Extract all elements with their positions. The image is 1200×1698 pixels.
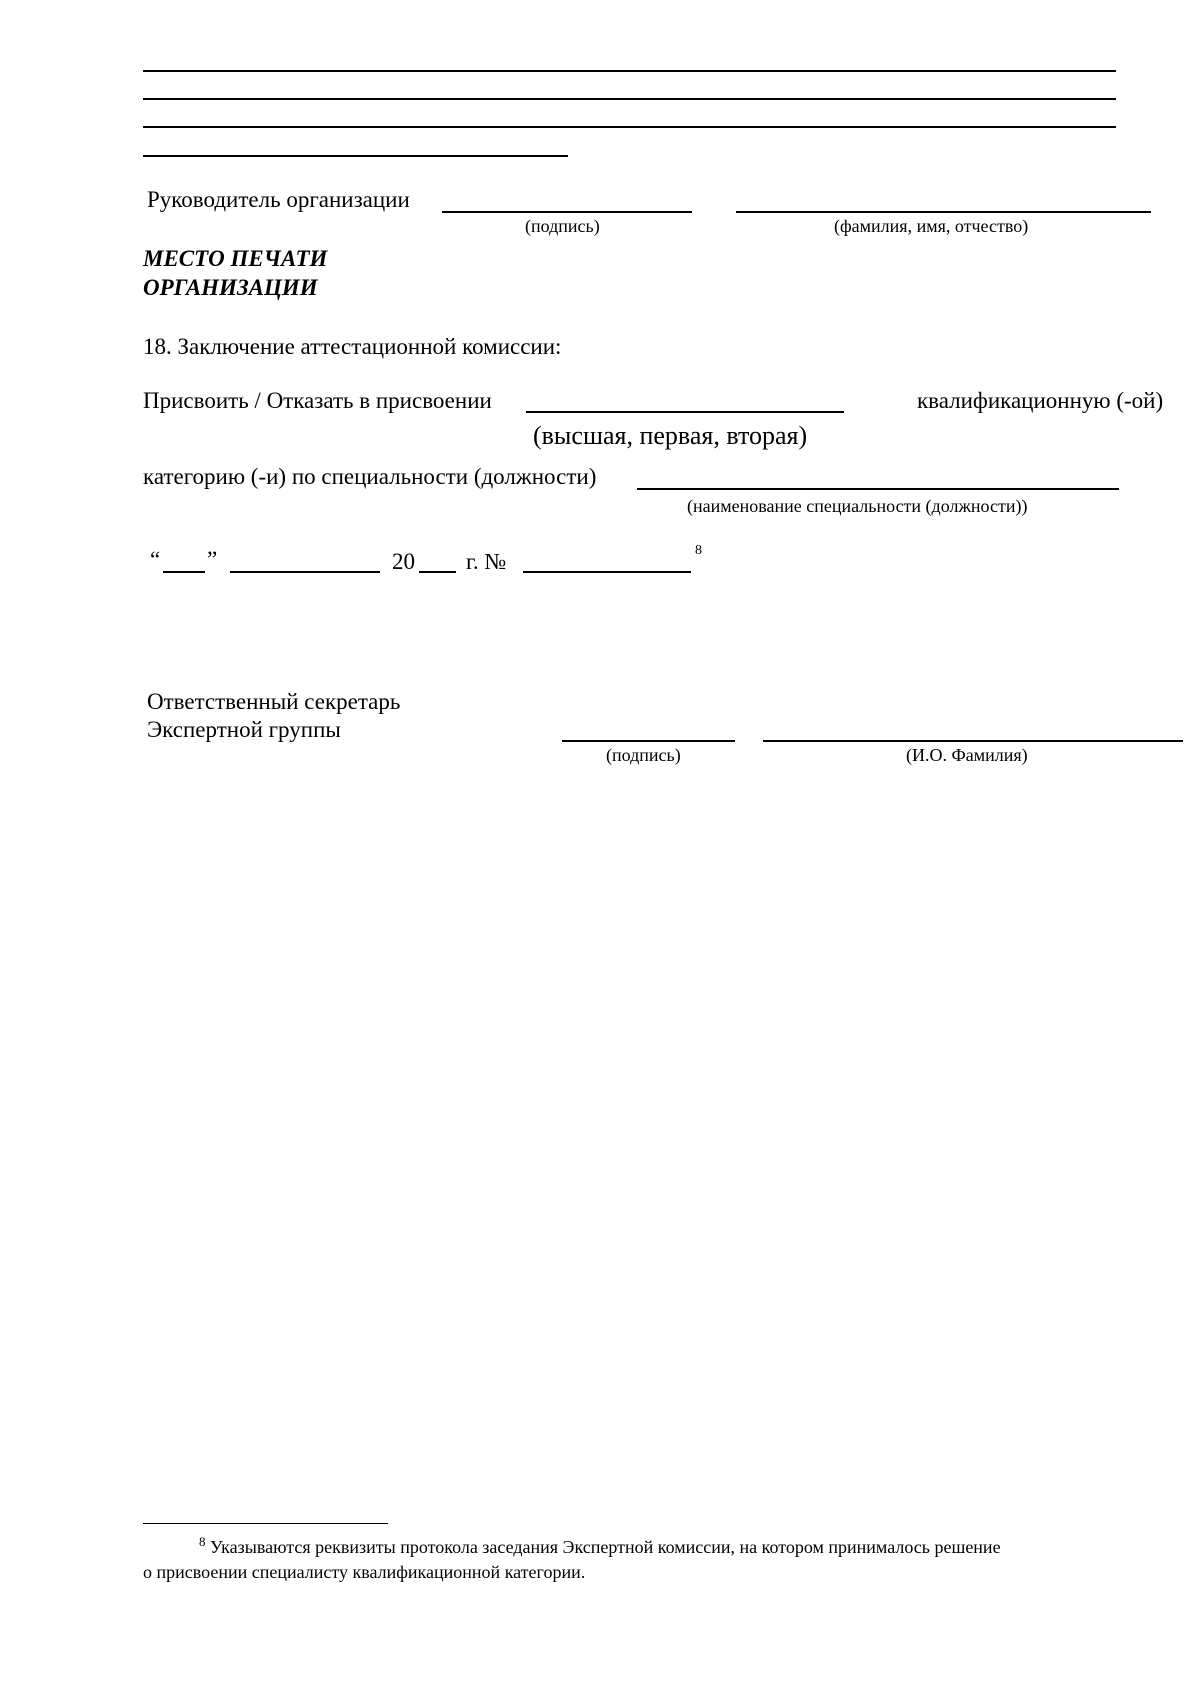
head-name-field[interactable] — [736, 211, 1151, 213]
secretary-name-caption: (И.О. Фамилия) — [906, 745, 1028, 765]
assign-refuse-text: Присвоить / Отказать в присвоении — [143, 388, 492, 413]
date-year-field[interactable] — [419, 571, 456, 573]
secretary-label-line2: Экспертной группы — [147, 717, 341, 742]
footnote-number: 8 — [199, 1534, 206, 1549]
date-close-quote: ” — [207, 547, 218, 572]
head-name-caption: (фамилия, имя, отчество) — [834, 216, 1029, 236]
stamp-place-line2: ОРГАНИЗАЦИИ — [143, 275, 318, 300]
protocol-number-field[interactable] — [523, 571, 691, 573]
date-year-suffix: г. № — [466, 549, 507, 574]
stamp-place-line1: МЕСТО ПЕЧАТИ — [143, 246, 328, 271]
conclusion-heading: 18. Заключение аттестационной комиссии: — [143, 334, 562, 359]
footnote-reference: 8 — [695, 543, 702, 558]
head-signature-caption: (подпись) — [525, 216, 600, 236]
footnote-line1 — [199, 1533, 1001, 1560]
category-specialty-text: категорию (-и) по специальности (должности) — [143, 464, 597, 489]
date-open-quote: “ — [150, 547, 161, 572]
footnote-separator — [143, 1523, 388, 1524]
date-month-field[interactable] — [230, 571, 380, 573]
blank-line-1[interactable] — [143, 70, 1116, 72]
qualification-text: квалификационную (-ой) — [917, 388, 1164, 413]
qualification-level-caption: (высшая, первая, вторая) — [533, 421, 808, 450]
footnote-text-line1: Указываются реквизиты протокола заседания Экспертной комиссии, на котором принималось решение — [210, 1537, 1001, 1557]
blank-line-3[interactable] — [143, 126, 1116, 128]
footnote-text-line2: о присвоении специалисту квалификационной категории. — [143, 1562, 586, 1582]
head-of-organization-label: Руководитель организации — [147, 187, 410, 212]
specialty-field[interactable] — [637, 488, 1119, 490]
secretary-label-line1: Ответственный секретарь — [147, 689, 401, 714]
date-year-prefix: 20 — [392, 549, 415, 574]
secretary-signature-field[interactable] — [562, 740, 735, 742]
secretary-signature-caption: (подпись) — [606, 745, 681, 765]
head-signature-field[interactable] — [442, 211, 692, 213]
date-day-field[interactable] — [163, 571, 205, 573]
blank-line-2[interactable] — [143, 98, 1116, 100]
secretary-name-field[interactable] — [763, 740, 1183, 742]
qualification-level-field[interactable] — [526, 411, 844, 413]
specialty-caption: (наименование специальности (должности)) — [687, 496, 1028, 516]
blank-line-4[interactable] — [143, 155, 568, 157]
